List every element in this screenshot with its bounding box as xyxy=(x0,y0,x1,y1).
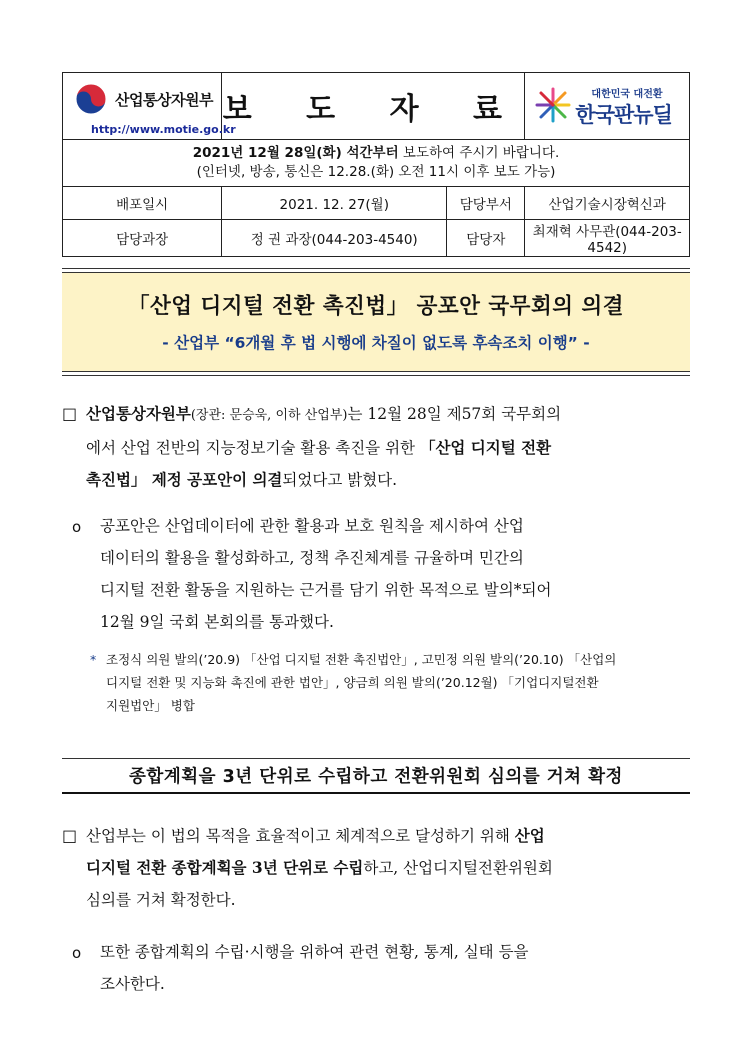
dept-value: 산업기술시장혁신과 xyxy=(525,187,690,220)
new-deal-burst-icon xyxy=(533,85,573,125)
new-deal-tagline: 대한민국 대전환 xyxy=(591,89,663,100)
manager-value: 정 권 과장(044-203-4540) xyxy=(222,220,447,257)
dept-label: 담당부서 xyxy=(447,187,525,220)
headline-band xyxy=(62,272,690,372)
p3-line1: 산업부는 이 법의 목적을 효율적이고 체계적으로 달성하기 위해 xyxy=(86,827,515,845)
manager-label: 담당과장 xyxy=(63,220,222,257)
p1-minister-note: (장관: 문승욱, 이하 산업부) xyxy=(190,408,348,423)
circle-bullet-icon: o xyxy=(72,518,82,536)
embargo-notice xyxy=(63,140,690,187)
release-date-label: 배포일시 xyxy=(63,187,222,220)
embargo-date: 2021년 12월 28일(화) 석간부터 xyxy=(192,145,399,161)
p1-line3-rest: 되었다고 밝혔다. xyxy=(282,471,398,489)
taegeuk-logo-icon xyxy=(73,81,109,117)
footnote-line: 지원법안」 병합 xyxy=(106,698,195,713)
p1-line1-rest: 는 12월 28일 제57회 국무회의 xyxy=(347,405,562,423)
new-deal-name: 한국판뉴딜 xyxy=(575,103,672,127)
p4-line: 또한 종합계획의 수립·시행을 위하여 관련 현황, 통계, 실태 등을 xyxy=(100,943,529,961)
p1-resolution: 촉진법」 제정 공포안이 의결 xyxy=(86,470,283,489)
p2-line: 디지털 전환 활동을 지원하는 근거를 담기 위한 목적으로 발의*되어 xyxy=(100,581,552,599)
p3-line2-rest: 하고, 산업디지털전환위원회 xyxy=(363,859,553,877)
press-release-title: 보 도 자 료 xyxy=(222,73,525,140)
ministry-logo-cell xyxy=(63,73,236,140)
officer-label: 담당자 xyxy=(447,220,525,257)
paragraph-4 xyxy=(100,936,700,1000)
p2-line: 12월 9일 국회 본회의를 통과했다. xyxy=(100,613,334,631)
ministry-name: 산업통상자원부 xyxy=(115,91,213,109)
section-heading: 종합계획을 3년 단위로 수립하고 전환위원회 심의를 거쳐 확정 xyxy=(129,767,623,787)
paragraph-3 xyxy=(86,820,696,916)
subheadline: - 산업부 “6개월 후 법 시행에 차질이 없도록 후속조치 이행” - xyxy=(162,334,590,352)
p4-line: 조사한다. xyxy=(100,975,165,993)
p1-ministry: 산업통상자원부 xyxy=(86,404,191,423)
embargo-rest: 보도하여 주시기 바랍니다. xyxy=(398,145,560,161)
footnote-line: 조정식 의원 발의(’20.9) 「산업 디지털 전환 촉진법안」, 고민정 의원 발의(’20.10) 「산업의 xyxy=(106,652,617,667)
p2-line: 공포안은 산업데이터에 관한 활용과 보호 원칙을 제시하여 산업 xyxy=(100,517,524,535)
p3-line3: 심의를 거쳐 확정한다. xyxy=(86,891,236,909)
p1-law-name: 「산업 디지털 전환 xyxy=(419,438,552,457)
korean-new-deal-logo xyxy=(525,73,690,140)
officer-value: 최재혁 사무관(044-203-4542) xyxy=(525,220,690,257)
press-header-table xyxy=(62,72,690,257)
p3-line1-bold: 산업 xyxy=(514,826,545,845)
square-bullet-icon: □ xyxy=(62,404,78,423)
headline: 「산업 디지털 전환 촉진법」 공포안 국무회의 의결 xyxy=(127,294,625,319)
square-bullet-icon: □ xyxy=(62,826,78,845)
paragraph-1 xyxy=(86,398,696,496)
circle-bullet-icon: o xyxy=(72,944,82,962)
p2-line: 데이터의 활용을 활성화하고, 정책 추진체계를 규율하며 민간의 xyxy=(100,549,524,567)
footnote xyxy=(106,648,706,717)
footnote-asterisk: * xyxy=(90,652,97,667)
embargo-online-note: (인터넷, 방송, 통신은 12.28.(화) 오전 11시 이후 보도 가능) xyxy=(196,164,556,180)
section-heading-box xyxy=(62,758,690,794)
ministry-url-link[interactable]: http://www.motie.go.kr xyxy=(91,123,236,136)
footnote-line: 디지털 전환 및 지능화 촉진에 관한 법안」, 양금희 의원 발의(’20.12월) 「기업디지털전환 xyxy=(106,675,599,690)
paragraph-2 xyxy=(100,510,700,638)
p3-plan: 디지털 전환 종합계획을 3년 단위로 수립 xyxy=(86,858,364,877)
p1-line2: 에서 산업 전반의 지능정보기술 활용 촉진을 위한 xyxy=(86,439,420,457)
release-date-value: 2021. 12. 27(월) xyxy=(222,187,447,220)
